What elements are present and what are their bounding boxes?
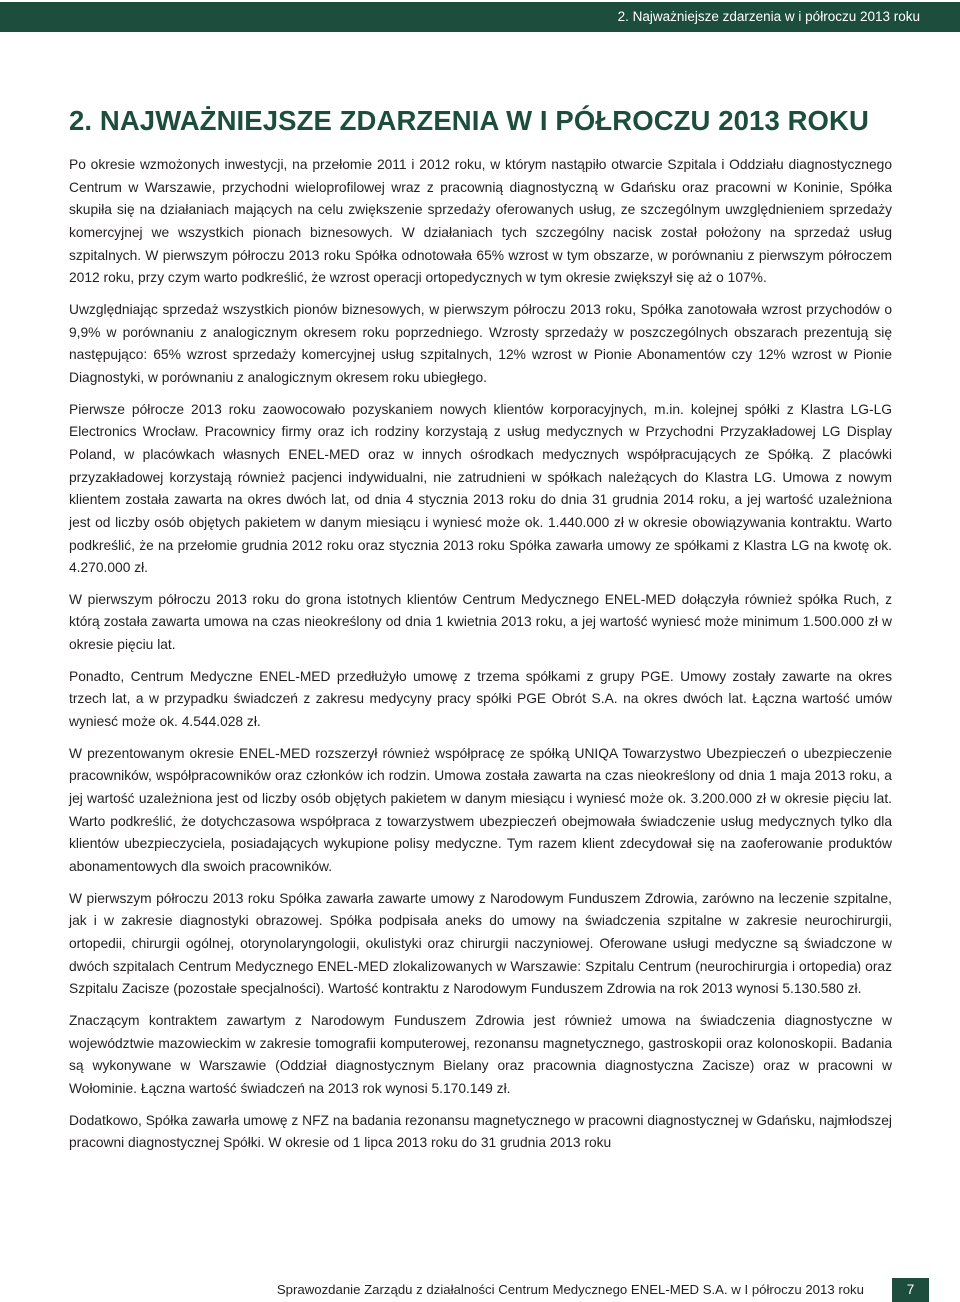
paragraph: W pierwszym półroczu 2013 roku do grona istotnych klientów Centrum Medycznego ENEL-MED dołączyła również spółka Ruch, z którą została zawarta umowa na czas nieokreślony od dnia 1 kwietnia 2013 roku, a jej wartość wyniesć może minimum 1.500.000 zł w okresie pięciu lat. (69, 591, 892, 653)
header-band (0, 2, 960, 32)
paragraph: W pierwszym półroczu 2013 roku Spółka zawarła zawarte umowy z Narodowym Funduszem Zdrowia, zarówno na leczenie szpitalne, jak i w zakresie diagnostyki obrazowej. Spółka podpisała aneks do umowy na świadczenia szpitalne w zakresie neurochirurgii, ortopedii, chirurgii ogólnej, otorynolaryngologii, okulistyki oraz chirurgii naczyniowej. Oferowane usługi medyczne są świadczone w dwóch szpitalach Centrum Medycznego ENEL-MED zlokalizowanych w Warszawie: Szpitalu Centrum (neurochirurgia i ortopedia) oraz Szpitalu Zacisze (pozostałe specjalności). Wartość kontraktu z Narodowym Funduszem Zdrowia na rok 2013 wynosi 5.130.580 zł. (69, 890, 892, 997)
paragraph: Po okresie wzmożonych inwestycji, na przełomie 2011 i 2012 roku, w którym nastąpiło otwarcie Szpitala i Oddziału diagnostycznego Centrum w Warszawie, przychodni wieloprofilowej wraz z pracownią diagnostyczną w Gdańsku oraz pracowni w Koninie, Spółka skupiła się na działaniach mających na celu zwiększenie sprzedaży oferowanych usług, ze szczególnym uwzględnieniem sprzedaży komercyjnej we wszystkich pionach biznesowych. W działaniach tych szczególny nacisk został położony na sprzedaż usług szpitalnych. W pierwszym półroczu 2013 roku Spółka odnotowała 65% wzrost w tym obszarze, w porównaniu z pierwszym półroczem 2012 roku, przy czym warto podkreślić, że wzrost operacji ortopedycznych w tym okresie zwiększył się aż o 107%. (69, 157, 892, 286)
paragraph: W prezentowanym okresie ENEL-MED rozszerzył również współpracę ze spółką UNIQA Towarzystwo Ubezpieczeń o ubezpieczenie pracowników, współpracowników oraz członków ich rodzin. Umowa została zawarta na czas nieokreślony od dnia 1 maja 2013 roku, a jej wartość uzależniona jest od liczby osób objętych pakietem w danym miesiącu i wyniesć może ok. 3.200.000 zł w okresie pięciu lat. Warto podkreślić, że dotychczasowa współpraca z towarzystwem ubezpieczeń obejmowała świadczenie usług medycznych tylko dla klientów ubezpieczyciela, posiadających wykupione polisy medyczne. Tym razem klient zdecydował się na zaoferowanie produktów abonamentowych dla swoich pracowników. (69, 745, 892, 875)
paragraph: Dodatkowo, Spółka zawarła umowę z NFZ na badania rezonansu magnetycznego w pracowni diagnostycznej w Gdańsku, najmłodszej pracowni diagnostycznej Spółki. W okresie od 1 lipca 2013 roku do 31 grudnia 2013 roku (69, 1112, 892, 1151)
footer-report-title: Sprawozdanie Zarządu z działalności Centrum Medycznego ENEL-MED S.A. w I półroczu 2013 roku (276, 1282, 864, 1297)
running-header-title: 2. Najważniejsze zdarzenia w i półroczu 2013 roku (617, 9, 920, 24)
body-text (69, 154, 892, 1164)
paragraph: Pierwsze półrocze 2013 roku zaowocowało pozyskaniem nowych klientów korporacyjnych, m.in. kolejnej spółki z Klastra LG-LG Electronics Wrocław. Pracownicy firmy oraz ich rodziny korzystają z usług medycznych w Przychodni Przyzakładowej LG Display Poland, w placówkach własnych ENEL-MED oraz w innych ośrodkach medycznych współpracujących ze Spółką. Z placówki przyzakładowej korzystają również pacjenci indywidualni, nie zatrudnieni w spółkach należących do Klastra LG. Umowa z nowym klientem została zawarta na okres dwóch lat, od dnia 4 stycznia 2013 roku do dnia 31 grudnia 2014 roku, a jej wartość uzależniona jest od liczby osób objętych pakietem w danym miesiącu i wyniesć może ok. 1.440.000 zł w okresie obowiązywania kontraktu. Warto podkreślić, że na przełomie grudnia 2012 roku oraz stycznia 2013 roku Spółka zawarła umowy ze spółkami z Klastra LG na kwotę ok. 4.270.000 zł. (69, 401, 892, 576)
section-title: 2. NAJWAŻNIEJSZE ZDARZENIA W I PÓŁROCZU 2013 ROKU (69, 105, 869, 136)
page-number: 7 (892, 1278, 929, 1302)
paragraph: Znaczącym kontraktem zawartym z Narodowym Funduszem Zdrowia jest również umowa na świadczenia diagnostyczne w województwie mazowieckim w zakresie tomografii komputerowej, rezonansu magnetycznego, gastroskopii oraz kolonoskopii. Badania są wykonywane w Warszawie (Oddział diagnostycznym Bielany oraz pracownia diagnostyczna Zacisze) oraz w pracowni w Wołominie. Łączna wartość świadczeń na 2013 rok wynosi 5.170.149 zł. (69, 1012, 892, 1096)
paragraph: Ponadto, Centrum Medyczne ENEL-MED przedłużyło umowę z trzema spółkami z grupy PGE. Umowy zostały zawarte na okres trzech lat, a w przypadku świadczeń z zakresu medycyny pracy spółki PGE Obrót S.A. na okres dwóch lat. Łączna wartość umów wyniesć może ok. 4.544.028 zł. (69, 668, 892, 730)
paragraph: Uwzględniając sprzedaż wszystkich pionów biznesowych, w pierwszym półroczu 2013 roku, Spółka zanotowała wzrost przychodów o 9,9% w porównaniu z analogicznym okresem roku poprzedniego. Wzrosty sprzedaży w poszczególnych obszarach prezentują się następująco: 65% wzrost sprzedaży komercyjnej usług szpitalnych, 12% wzrost w Pionie Abonamentów czy 12% wzrost w Pionie Diagnostyki, w porównaniu z analogicznym okresem roku ubiegłego. (69, 301, 892, 385)
